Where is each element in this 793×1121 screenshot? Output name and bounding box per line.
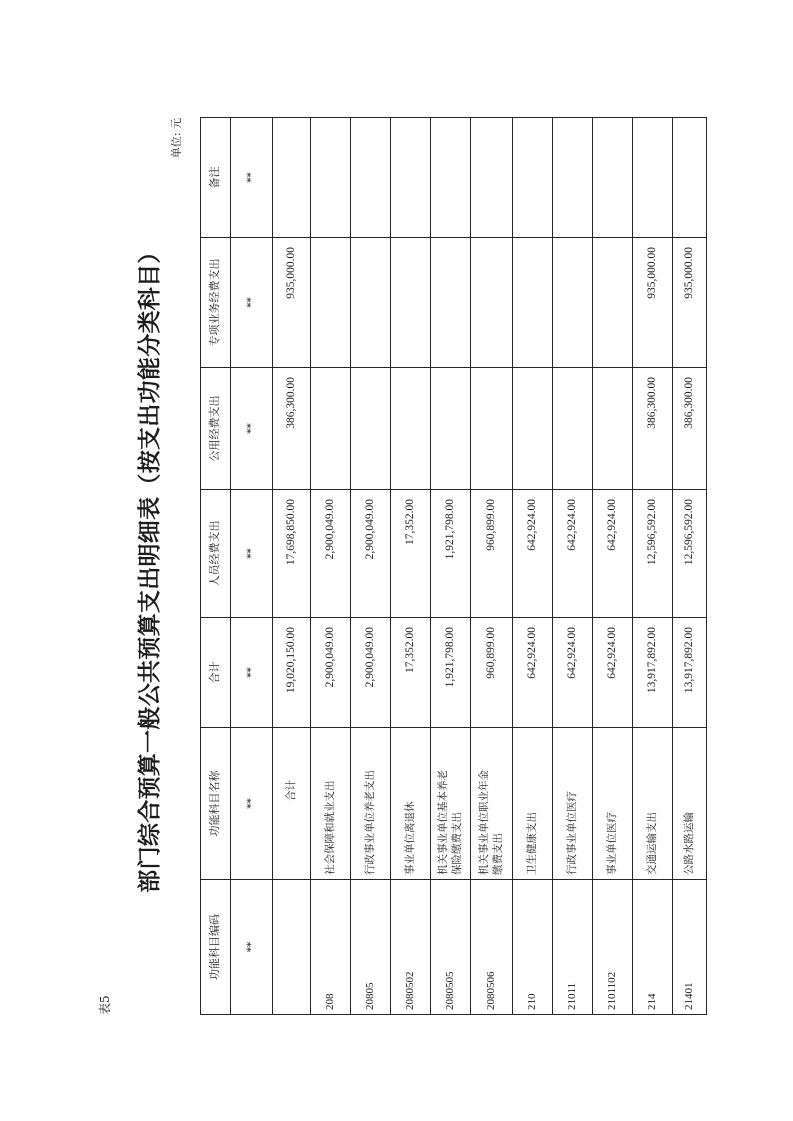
cell-personnel: 642,924.00 [553,490,593,618]
cell-public [471,368,513,490]
cell-total: 19,020,150.00 [273,618,311,728]
cell-code: 210 [513,880,553,1015]
cell-total: ** [231,618,273,728]
header-total: 合计 [201,618,231,728]
cell-total: 642,924.00 [593,618,633,728]
cell-code: 20805 [351,880,391,1015]
cell-special [553,238,593,368]
table-row [231,118,273,1015]
cell-special [513,238,553,368]
cell-personnel: 2,900,049.00 [351,490,391,618]
header-public: 公用经费支出 [201,368,231,490]
cell-code: 208 [311,880,351,1015]
cell-code: ** [231,880,273,1015]
cell-code: 214 [633,880,673,1015]
cell-personnel: 642,924.00 [593,490,633,618]
cell-code: 21011 [553,880,593,1015]
cell-total: 2,900,049.00 [311,618,351,728]
cell-name: 公路水路运输 [673,728,707,880]
header-name: 功能科目名称 [201,728,231,880]
cell-total: 1,921,798.00 [431,618,471,728]
table-row [351,118,391,1015]
cell-public [593,368,633,490]
table-row [311,118,351,1015]
document-title: 部门综合预算一般公共预算支出明细表（按支出功能分类科目） [136,240,163,893]
cell-total: 642,924.00 [553,618,593,728]
table-row [633,118,673,1015]
unit-label: 单位: 元 [170,118,183,159]
cell-special [311,238,351,368]
cell-name: 行政事业单位医疗 [553,728,593,880]
cell-name: 事业单位医疗 [593,728,633,880]
cell-public [391,368,431,490]
cell-note [351,118,391,238]
cell-name: 事业单位离退休 [391,728,431,880]
cell-name: 机关事业单位职业年金缴费支出 [471,728,513,880]
cell-personnel: 960,899.00 [471,490,513,618]
cell-personnel: 17,698,850.00 [273,490,311,618]
cell-name: 行政事业单位养老支出 [351,728,391,880]
table-row-total [273,118,311,1015]
cell-personnel: 17,352.00 [391,490,431,618]
cell-note [593,118,633,238]
cell-name: 机关事业单位基本养老保险缴费支出 [431,728,471,880]
cell-total: 13,917,892.00 [673,618,707,728]
cell-code: 2101102 [593,880,633,1015]
cell-special: ** [231,238,273,368]
cell-note [431,118,471,238]
cell-personnel: ** [231,490,273,618]
cell-code: 21401 [673,880,707,1015]
cell-public [351,368,391,490]
cell-public: 386,300.00 [673,368,707,490]
cell-note [311,118,351,238]
cell-special: 935,000.00 [273,238,311,368]
cell-name: 合计 [273,728,311,880]
table-row [553,118,593,1015]
cell-note [513,118,553,238]
cell-personnel: 642,924.00 [513,490,553,618]
header-note: 备注 [201,118,231,238]
table-row [431,118,471,1015]
header-special: 专项业务经费支出 [201,238,231,368]
cell-name: 社会保障和就业支出 [311,728,351,880]
cell-public [553,368,593,490]
cell-code: 2080506 [471,880,513,1015]
header-code: 功能科目编码 [201,880,231,1015]
cell-public [513,368,553,490]
cell-personnel: 12,596,592.00 [673,490,707,618]
cell-special: 935,000.00 [673,238,707,368]
sheet-label: 表5 [98,995,112,1015]
cell-personnel: 1,921,798.00 [431,490,471,618]
cell-name: 交通运输支出 [633,728,673,880]
cell-total: 17,352.00 [391,618,431,728]
cell-personnel: 12,596,592.00 [633,490,673,618]
expenditure-table [200,117,707,1015]
table-row [513,118,553,1015]
cell-special [431,238,471,368]
table-row [673,118,707,1015]
table-row [391,118,431,1015]
cell-public [431,368,471,490]
table-row [593,118,633,1015]
cell-name: 卫生健康支出 [513,728,553,880]
cell-special: 935,000.00 [633,238,673,368]
cell-total: 13,917,892.00 [633,618,673,728]
cell-code: 2080505 [431,880,471,1015]
table-row [471,118,513,1015]
cell-special [471,238,513,368]
cell-special [351,238,391,368]
cell-public: ** [231,368,273,490]
cell-total: 960,899.00 [471,618,513,728]
cell-name: ** [231,728,273,880]
cell-note [273,118,311,238]
cell-total: 2,900,049.00 [351,618,391,728]
cell-note: ** [231,118,273,238]
cell-note [553,118,593,238]
expenditure-table-wrapper [200,118,707,1015]
cell-note [471,118,513,238]
cell-special [391,238,431,368]
cell-public: 386,300.00 [273,368,311,490]
table-header-row [201,118,231,1015]
cell-total: 642,924.00 [513,618,553,728]
cell-code: 2080502 [391,880,431,1015]
cell-note [633,118,673,238]
cell-public [311,368,351,490]
cell-personnel: 2,900,049.00 [311,490,351,618]
cell-note [391,118,431,238]
header-personnel: 人员经费支出 [201,490,231,618]
cell-public: 386,300.00 [633,368,673,490]
cell-code [273,880,311,1015]
cell-note [673,118,707,238]
cell-special [593,238,633,368]
